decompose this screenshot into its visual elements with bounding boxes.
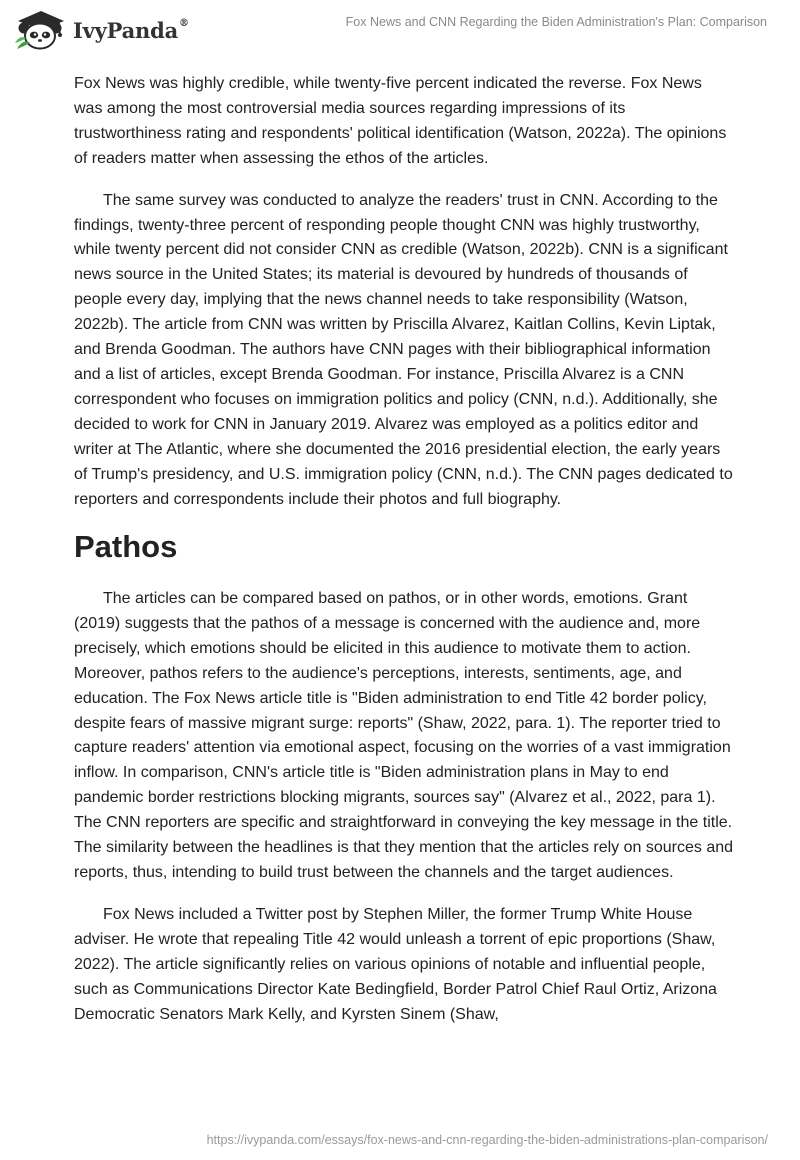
brand-name: IvyPanda® xyxy=(73,17,189,43)
page-header xyxy=(0,0,800,60)
essay-body xyxy=(74,72,734,1044)
paragraph: The same survey was conducted to analyze the readers' trust in CNN. According to the findings, twenty-three percent of responding people thought CNN was highly trustworthy, while twenty percent did not consider CNN as credible (Watson, 2022b). CNN is a significant news source in the United States; its material is devoured by hundreds of thousands of people every day, implying that the news channel needs to take responsibility (Watson, 2022b). The article from CNN was written by Priscilla Alvarez, Kaitlan Collins, Kevin Liptak, and Brenda Goodman. The authors have CNN pages with their bibliographical information and a list of articles, except Brenda Goodman. For instance, Priscilla Alvarez is a CNN correspondent who focuses on immigration politics and policy (CNN, n.d.). Additionally, she decided to work for CNN in January 2019. Alvarez was employed as a politics editor and writer at The Atlantic, where she documented the 2016 presidential election, the early years of Trump's presidency, and U.S. immigration policy (CNN, n.d.). The CNN pages dedicated to reporters and correspondents include their photos and full biography. xyxy=(74,191,733,508)
source-url[interactable]: https://ivypanda.com/essays/fox-news-and-cnn-regarding-the-biden-administrations-plan-comparison/ xyxy=(206,1133,768,1147)
ivypanda-logo[interactable] xyxy=(14,9,189,51)
paragraph: Fox News included a Twitter post by Stephen Miller, the former Trump White House adviser. He wrote that repealing Title 42 would unleash a torrent of epic proportions (Shaw, 2022). The article significantly relies on various opinions of notable and influential people, such as Communications Director Kate Bedingfield, Border Patrol Chief Raul Ortiz, Arizona Democratic Senators Mark Kelly, and Kyrsten Sinem (Shaw, xyxy=(74,905,717,1023)
registered-mark: ® xyxy=(179,17,189,29)
panda-graduate-icon xyxy=(14,9,66,51)
document-title: Fox News and CNN Regarding the Biden Administration's Plan: Comparison xyxy=(345,15,767,29)
paragraph: Fox News was highly credible, while twenty-five percent indicated the reverse. Fox News was among the most controversial media sources regarding impressions of its trustworthiness rating and respondents' political identification (Watson, 2022a). The opinions of readers matter when assessing the ethos of the articles. xyxy=(74,75,727,167)
section-heading: Pathos xyxy=(74,529,178,565)
paragraph: The articles can be compared based on pathos, or in other words, emotions. Grant (2019) suggests that the pathos of a message is concerned with the audience and, more precisely, which emotions should be elicited in this audience to motivate them to action. Moreover, pathos refers to the audience's perceptions, interests, sentiments, age, and education. The Fox News article title is "Biden administration to end Title 42 border policy, despite fears of massive migrant surge: reports" (Shaw, 2022, para. 1). The reporter tried to capture readers' attention via emotional aspect, focusing on the worries of a vast immigration inflow. In comparison, CNN's article title is "Biden administration plans in May to end pandemic border restrictions blocking migrants, sources say" (Alvarez et al., 2022, para 1). The CNN reporters are specific and straightforward in conveying the key message in the title. The similarity between the headlines is that they mention that the articles rely on sources and reports, thus, intending to build trust between the channels and the target audiences. xyxy=(74,590,734,882)
